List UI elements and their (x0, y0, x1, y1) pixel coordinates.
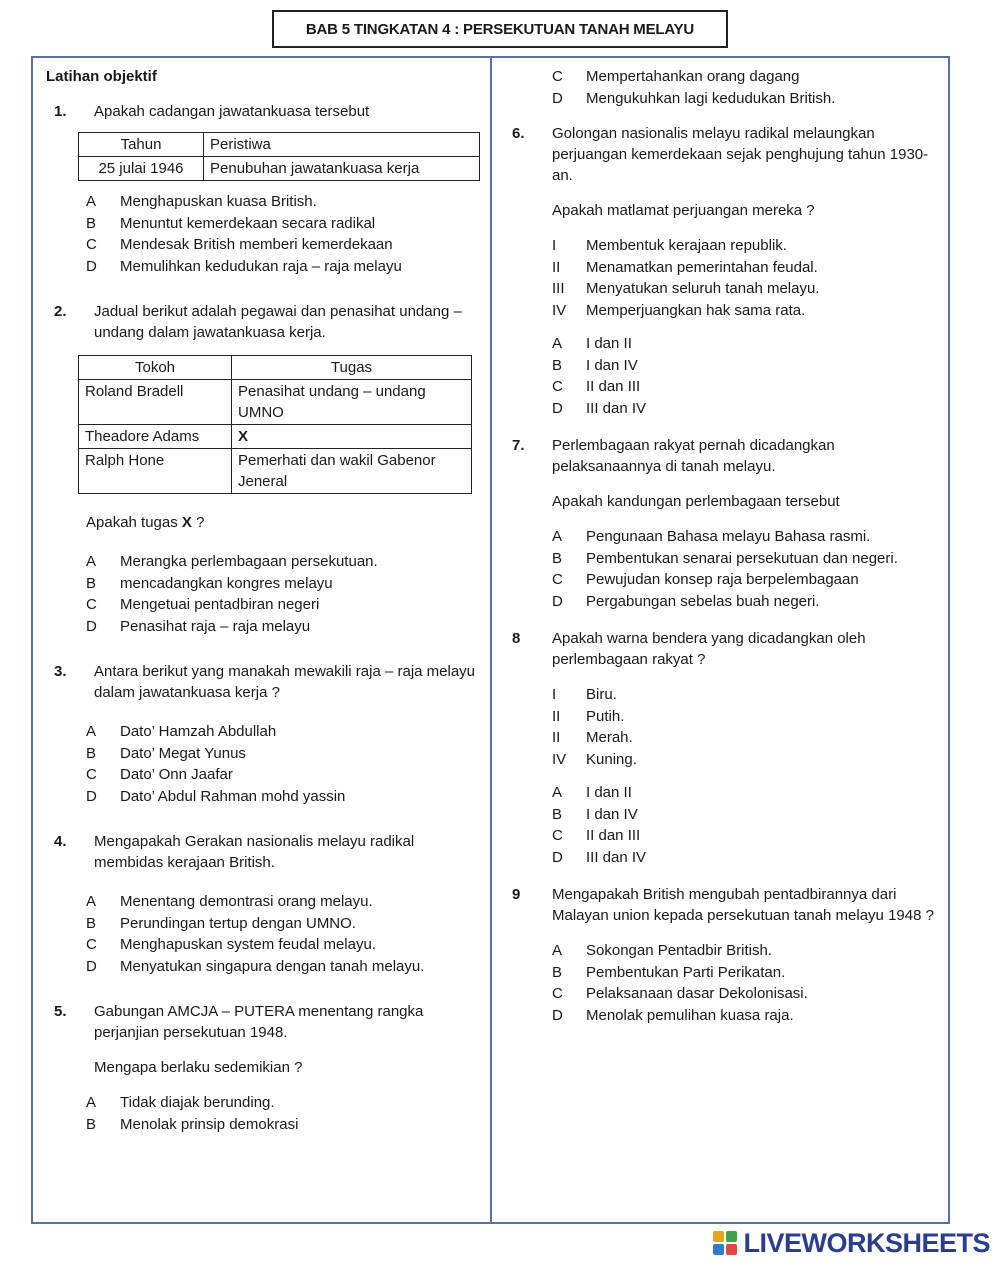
option-c[interactable]: C Pewujudan konsep raja berpelembagaan (552, 571, 859, 588)
option-c[interactable]: C II dan III (552, 378, 641, 395)
question-8 (512, 628, 942, 670)
option-a[interactable]: A I dan II (552, 335, 632, 352)
statement-i: I Biru. (552, 686, 617, 703)
option-c[interactable]: C II dan III (552, 827, 641, 844)
option-b[interactable]: B Dato’ Megat Yunus (86, 744, 246, 762)
question-number: 9 (512, 886, 521, 903)
table-cell: Penubuhan jawatankuasa kerja (204, 157, 480, 181)
option-a[interactable]: A Pengunaan Bahasa melayu Bahasa rasmi. (552, 528, 871, 545)
option-b[interactable]: B I dan IV (552, 356, 638, 374)
question-3 (54, 661, 486, 703)
option-c[interactable]: C Mendesak British memberi kemerdekaan (86, 236, 393, 253)
option-d[interactable]: D III dan IV (552, 399, 647, 417)
q1-table (78, 132, 480, 181)
question-7 (512, 435, 942, 477)
option-c[interactable]: C Menghapuskan system feudal melayu. (86, 936, 376, 953)
option-d[interactable]: D Mengukuhkan lagi kedudukan British. (552, 89, 836, 107)
left-column (46, 66, 486, 1147)
statement-iv: IV Kuning. (552, 750, 637, 768)
question-prompt: Apakah kandungan perlembagaan tersebut (552, 493, 840, 510)
table-cell: Roland Bradell (79, 380, 232, 425)
q5-options-part1 (86, 1092, 486, 1135)
logo-square (726, 1244, 737, 1255)
question-number: 3. (54, 663, 67, 680)
question-text: Perlembagaan rakyat pernah dicadangkan pelaksanaannya di tanah melayu. (552, 437, 835, 475)
liveworksheets-brand[interactable] (713, 1227, 990, 1259)
option-d[interactable]: D Dato’ Abdul Rahman mohd yassin (86, 787, 346, 805)
option-d[interactable]: D III dan IV (552, 848, 647, 866)
table-cell: Penasihat undang – undang UMNO (232, 380, 472, 425)
table-cell: Theadore Adams (79, 425, 232, 449)
option-b[interactable]: B I dan IV (552, 805, 638, 823)
question-text: Golongan nasionalis melayu radikal melaungkan perjuangan kemerdekaan sejak penghujung tahun 1930-an. (552, 125, 929, 184)
option-b[interactable]: B Menolak prinsip demokrasi (86, 1115, 299, 1133)
option-a[interactable]: A Tidak diajak berunding. (86, 1094, 275, 1111)
statement-iii: II Merah. (552, 729, 633, 746)
option-c[interactable]: C Pelaksanaan dasar Dekolonisasi. (552, 985, 808, 1002)
table-header: Tugas (232, 356, 472, 380)
page-title: BAB 5 TINGKATAN 4 : PERSEKUTUAN TANAH MELAYU (272, 10, 728, 48)
option-b[interactable]: B Perundingan tertup dengan UMNO. (86, 914, 356, 932)
question-number: 6. (512, 125, 525, 142)
question-prompt: Apakah matlamat perjuangan mereka ? (552, 202, 815, 219)
option-b[interactable]: B Menuntut kemerdekaan secara radikal (86, 214, 376, 232)
table-header: Tokoh (79, 356, 232, 380)
option-c[interactable]: C Mengetuai pentadbiran negeri (86, 596, 320, 613)
table-cell: X (232, 425, 472, 449)
question-number: 2. (54, 303, 67, 320)
question-4 (54, 831, 486, 873)
question-number: 4. (54, 833, 67, 850)
right-column (512, 66, 942, 1038)
q5-options-part2 (552, 66, 942, 109)
q6-options (552, 333, 942, 419)
question-9 (512, 884, 942, 926)
q8-options (552, 782, 942, 868)
logo-square (713, 1231, 724, 1242)
question-text: Apakah warna bendera yang dicadangkan oleh perlembagaan rakyat ? (552, 630, 866, 668)
question-text: Mengapakah British mengubah pentadbirannya dari Malayan union kepada persekutuan tanah melayu 1948 ? (552, 886, 934, 924)
question-6 (512, 123, 942, 186)
table-cell: Ralph Hone (79, 449, 232, 494)
option-a[interactable]: A Sokongan Pentadbir British. (552, 942, 772, 959)
logo-square (726, 1231, 737, 1242)
statement-iii: III Menyatukan seluruh tanah melayu. (552, 280, 820, 297)
section-title: Latihan objektif (46, 68, 157, 85)
q4-options (86, 891, 486, 977)
brand-name: LIVEWORKSHEETS (743, 1227, 990, 1258)
option-a[interactable]: A I dan II (552, 784, 632, 801)
question-5 (54, 1001, 486, 1043)
statement-iv: IV Memperjuangkan hak sama rata. (552, 301, 806, 319)
q1-options (86, 191, 486, 277)
option-c[interactable]: C Mempertahankan orang dagang (552, 68, 800, 85)
question-prompt: Apakah tugas X ? (86, 514, 205, 531)
table-header: Peristiwa (204, 133, 480, 157)
question-1 (54, 101, 486, 122)
option-d[interactable]: D Menolak pemulihan kuasa raja. (552, 1006, 794, 1024)
option-b[interactable]: B mencadangkan kongres melayu (86, 574, 333, 592)
option-d[interactable]: D Menyatukan singapura dengan tanah melayu. (86, 957, 425, 975)
table-header: Tahun (79, 133, 204, 157)
q9-options (552, 940, 942, 1026)
question-text: Jadual berikut adalah pegawai dan penasihat undang – undang dalam jawatankuasa kerja. (94, 303, 462, 341)
q2-table (78, 355, 472, 494)
statement-ii: II Menamatkan pemerintahan feudal. (552, 258, 818, 276)
table-cell: Pemerhati dan wakil Gabenor Jeneral (232, 449, 472, 494)
question-text: Antara berikut yang manakah mewakili raja – raja melayu dalam jawatankuasa kerja ? (94, 663, 476, 701)
statement-ii: II Putih. (552, 707, 625, 725)
q8-statements (552, 684, 942, 770)
question-number: 8 (512, 630, 521, 647)
option-a[interactable]: A Merangka perlembagaan persekutuan. (86, 553, 378, 570)
q2-options (86, 551, 486, 637)
option-a[interactable]: A Dato’ Hamzah Abdullah (86, 723, 277, 740)
column-divider (490, 56, 492, 1224)
table-cell: 25 julai 1946 (79, 157, 204, 181)
option-a[interactable]: A Menghapuskan kuasa British. (86, 193, 317, 210)
option-d[interactable]: D Memulihkan kedudukan raja – raja melayu (86, 257, 402, 275)
q6-statements (552, 235, 942, 321)
option-d[interactable]: D Penasihat raja – raja melayu (86, 617, 311, 635)
question-number: 1. (54, 103, 67, 120)
question-text: Gabungan AMCJA – PUTERA menentang rangka perjanjian persekutuan 1948. (94, 1003, 424, 1041)
option-c[interactable]: C Dato’ Onn Jaafar (86, 766, 233, 783)
question-number: 7. (512, 437, 525, 454)
question-text: Mengapakah Gerakan nasionalis melayu radikal membidas kerajaan British. (94, 833, 415, 871)
option-a[interactable]: A Menentang demontrasi orang melayu. (86, 893, 373, 910)
liveworksheets-logo-icon (713, 1231, 737, 1255)
question-2 (54, 301, 486, 343)
question-prompt: Mengapa berlaku sedemikian ? (94, 1059, 303, 1076)
question-number: 5. (54, 1003, 67, 1020)
option-b[interactable]: B Pembentukan senarai persekutuan dan negeri. (552, 549, 898, 567)
option-d[interactable]: D Pergabungan sebelas buah negeri. (552, 592, 820, 610)
q3-options (86, 721, 486, 807)
option-b[interactable]: B Pembentukan Parti Perikatan. (552, 963, 786, 981)
q7-options (552, 526, 942, 612)
question-text: Apakah cadangan jawatankuasa tersebut (94, 103, 370, 120)
statement-i: I Membentuk kerajaan republik. (552, 237, 787, 254)
logo-square (713, 1244, 724, 1255)
